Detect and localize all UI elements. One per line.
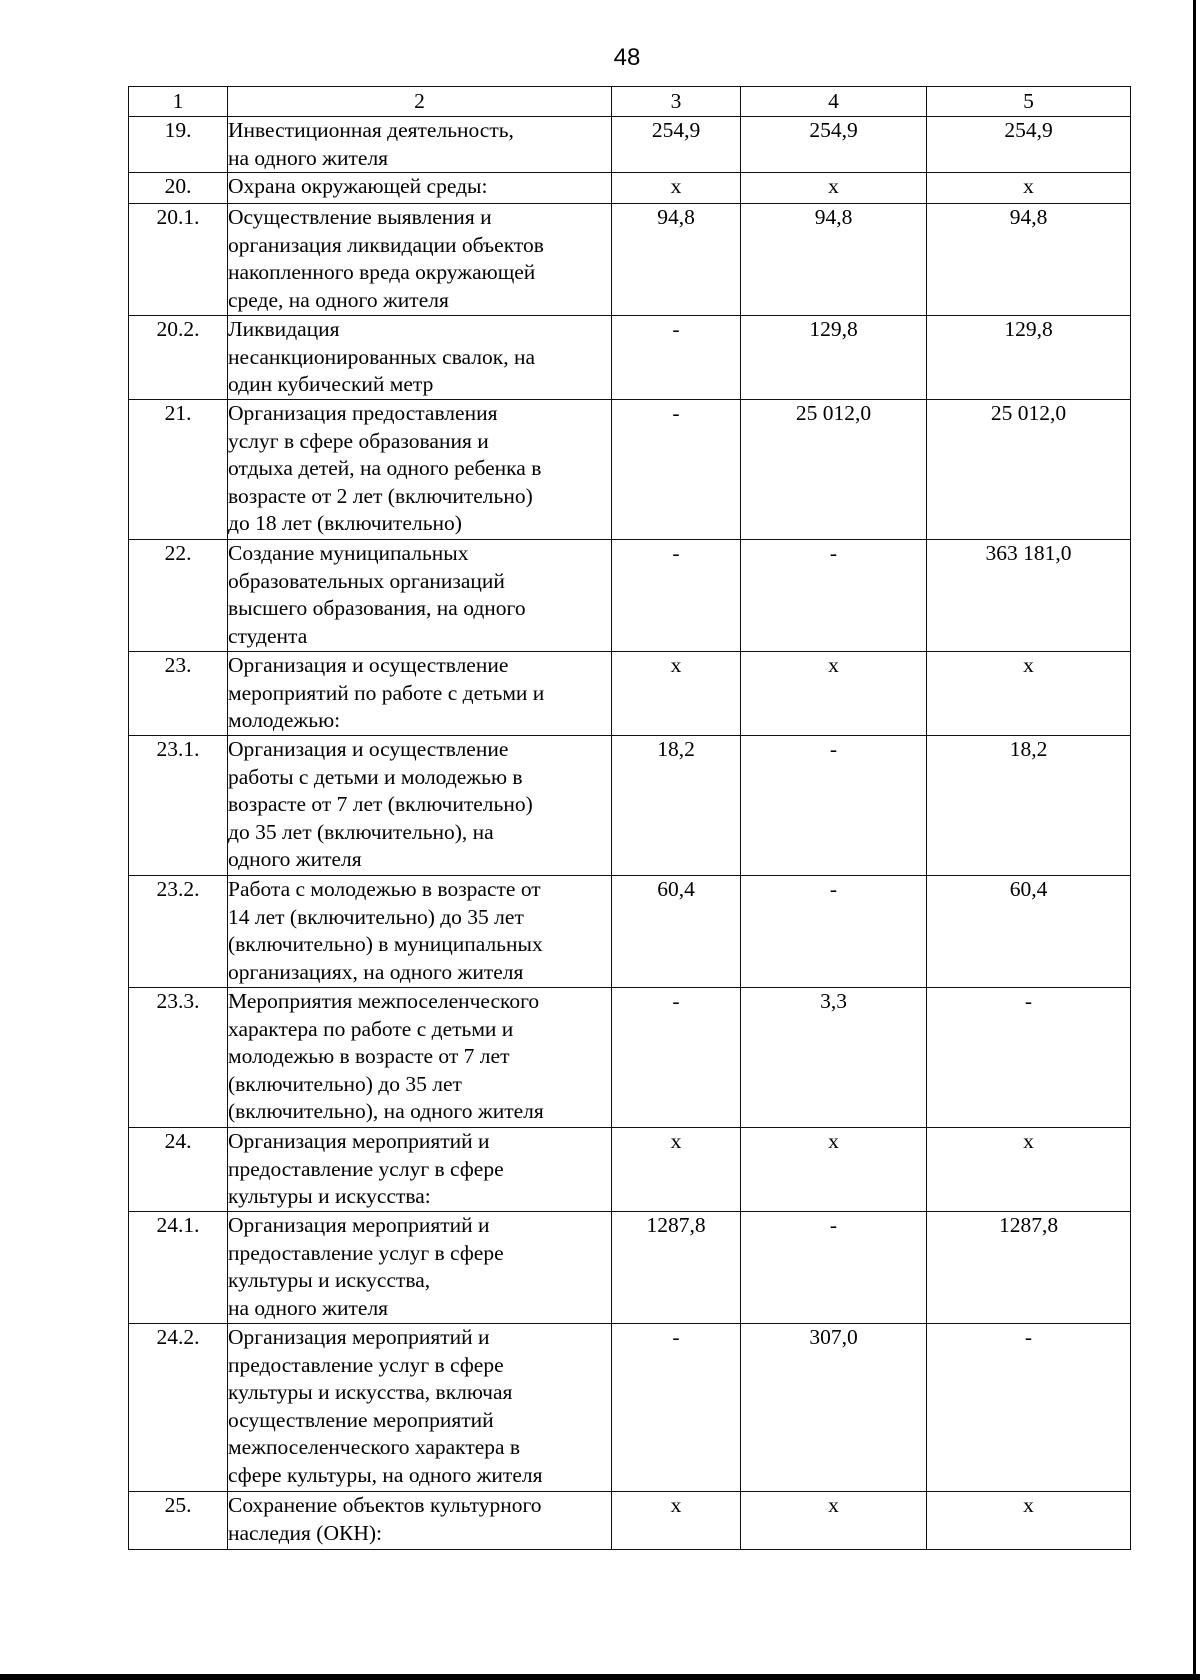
- table-row: [129, 736, 1131, 876]
- value-column-3: x: [612, 173, 741, 204]
- value-column-5: 60,4: [927, 876, 1131, 988]
- value-column-4: -: [741, 736, 927, 876]
- value-column-4: x: [741, 1492, 927, 1550]
- column-header-1: 1: [129, 87, 228, 117]
- row-number: 23.3.: [129, 988, 228, 1128]
- value-column-4: x: [741, 173, 927, 204]
- description-line: высшего образования, на одного: [228, 596, 526, 620]
- row-number: 19.: [129, 117, 228, 173]
- row-description: [228, 1324, 612, 1492]
- column-header-4: 4: [741, 87, 927, 117]
- value-column-5: x: [927, 1492, 1131, 1550]
- description-line: Организация мероприятий и: [228, 1129, 490, 1153]
- description-line: работы с детьми и молодежью в: [228, 764, 523, 789]
- value-column-4: -: [741, 876, 927, 988]
- row-description: [228, 173, 612, 204]
- value-column-4: 307,0: [741, 1324, 927, 1492]
- description-line: 14 лет (включительно) до 35 лет: [228, 904, 524, 929]
- description-line: на одного жителя: [228, 145, 389, 170]
- description-line: Создание муниципальных: [228, 541, 469, 565]
- row-number: 20.2.: [129, 316, 228, 400]
- column-header-3: 3: [612, 87, 741, 117]
- value-column-3: 94,8: [612, 204, 741, 316]
- description-line: отдыха детей, на одного ребенка в: [228, 456, 542, 480]
- row-description: [228, 316, 612, 400]
- description-line: мероприятий по работе с детьми и: [228, 680, 545, 705]
- value-column-5: 129,8: [927, 316, 1131, 400]
- value-column-3: 1287,8: [612, 1212, 741, 1324]
- table-header-row: [129, 87, 1131, 117]
- row-description: [228, 876, 612, 988]
- value-column-3: 18,2: [612, 736, 741, 876]
- value-column-5: 25 012,0: [927, 400, 1131, 540]
- description-line: услуг в сфере образования и: [228, 428, 489, 453]
- description-line: организациях, на одного жителя: [228, 959, 524, 984]
- value-column-3: -: [612, 400, 741, 540]
- table-row: [129, 988, 1131, 1128]
- description-line: Ликвидация: [228, 317, 340, 341]
- row-number: 25.: [129, 1492, 228, 1550]
- description-line: молодежью:: [228, 708, 341, 732]
- value-column-3: x: [612, 1492, 741, 1550]
- row-number: 24.1.: [129, 1212, 228, 1324]
- page-number: 48: [613, 44, 641, 71]
- description-line: (включительно) в муниципальных: [228, 932, 543, 956]
- value-column-4: 25 012,0: [741, 400, 927, 540]
- description-line: один кубический метр: [228, 372, 434, 396]
- data-table: [128, 86, 1131, 1550]
- description-line: (включительно) до 35 лет: [228, 1071, 462, 1096]
- description-line: возрасте от 2 лет (включительно): [228, 483, 533, 508]
- description-line: наследия (ОКН):: [228, 1520, 382, 1545]
- description-line: до 35 лет (включительно), на: [228, 819, 494, 844]
- row-number: 23.2.: [129, 876, 228, 988]
- value-column-3: 60,4: [612, 876, 741, 988]
- description-line: предоставление услуг в сфере: [228, 1352, 504, 1377]
- table-body: [129, 117, 1131, 1550]
- description-line: предоставление услуг в сфере: [228, 1240, 504, 1265]
- scan-right-edge: [1193, 0, 1196, 1674]
- row-description: [228, 117, 612, 173]
- row-description: [228, 204, 612, 316]
- value-column-4: 254,9: [741, 117, 927, 173]
- value-column-5: 1287,8: [927, 1212, 1131, 1324]
- row-description: [228, 1128, 612, 1212]
- column-header-5: 5: [927, 87, 1131, 117]
- value-column-4: x: [741, 1128, 927, 1212]
- value-column-5: -: [927, 988, 1131, 1128]
- table-row: [129, 316, 1131, 400]
- row-description: [228, 1492, 612, 1550]
- description-line: Работа с молодежью в возрасте от: [228, 877, 541, 901]
- value-column-3: -: [612, 1324, 741, 1492]
- description-line: возрасте от 7 лет (включительно): [228, 792, 533, 816]
- table-row: [129, 1128, 1131, 1212]
- row-description: [228, 652, 612, 736]
- description-line: Охрана окружающей среды:: [228, 174, 488, 198]
- description-line: молодежью в возрасте от 7 лет: [228, 1044, 510, 1068]
- description-line: Организация мероприятий и: [228, 1325, 490, 1349]
- description-line: Мероприятия межпоселенческого: [228, 989, 540, 1013]
- description-line: несанкционированных свалок, на: [228, 344, 536, 369]
- scan-bottom-edge: [0, 1674, 1200, 1680]
- value-column-4: 94,8: [741, 204, 927, 316]
- value-column-4: 129,8: [741, 316, 927, 400]
- description-line: сфере культуры, на одного жителя: [228, 1462, 543, 1487]
- value-column-5: x: [927, 652, 1131, 736]
- row-number: 23.1.: [129, 736, 228, 876]
- row-number: 20.: [129, 173, 228, 204]
- description-line: студента: [228, 623, 308, 648]
- description-line: до 18 лет (включительно): [228, 511, 462, 535]
- row-description: [228, 988, 612, 1128]
- description-line: Организация и осуществление: [228, 737, 509, 761]
- description-line: культуры и искусства,: [228, 1268, 431, 1292]
- value-column-5: 363 181,0: [927, 540, 1131, 652]
- value-column-3: -: [612, 316, 741, 400]
- value-column-3: -: [612, 540, 741, 652]
- description-line: накопленного вреда окружающей: [228, 260, 536, 284]
- value-column-3: x: [612, 652, 741, 736]
- row-number: 20.1.: [129, 204, 228, 316]
- table-row: [129, 1212, 1131, 1324]
- description-line: (включительно), на одного жителя: [228, 1099, 544, 1123]
- value-column-5: -: [927, 1324, 1131, 1492]
- value-column-5: x: [927, 173, 1131, 204]
- table-row: [129, 204, 1131, 316]
- description-line: на одного жителя: [228, 1295, 389, 1320]
- description-line: среде, на одного жителя: [228, 287, 449, 312]
- value-column-4: 3,3: [741, 988, 927, 1128]
- value-column-4: -: [741, 540, 927, 652]
- column-header-2: 2: [228, 87, 612, 117]
- description-line: культуры и искусства, включая: [228, 1380, 513, 1404]
- description-line: предоставление услуг в сфере: [228, 1156, 504, 1181]
- description-line: Организация и осуществление: [228, 653, 509, 677]
- row-description: [228, 1212, 612, 1324]
- description-line: образовательных организаций: [228, 568, 505, 593]
- value-column-5: 18,2: [927, 736, 1131, 876]
- value-column-5: x: [927, 1128, 1131, 1212]
- value-column-5: 254,9: [927, 117, 1131, 173]
- row-number: 23.: [129, 652, 228, 736]
- value-column-4: -: [741, 1212, 927, 1324]
- table-row: [129, 1324, 1131, 1492]
- table-row: [129, 1492, 1131, 1550]
- row-description: [228, 540, 612, 652]
- table-row: [129, 876, 1131, 988]
- description-line: Сохранение объектов культурного: [228, 1493, 542, 1517]
- description-line: Инвестиционная деятельность,: [228, 118, 514, 142]
- row-number: 24.: [129, 1128, 228, 1212]
- value-column-4: x: [741, 652, 927, 736]
- value-column-3: x: [612, 1128, 741, 1212]
- description-line: межпоселенческого характера в: [228, 1435, 521, 1459]
- value-column-3: -: [612, 988, 741, 1128]
- description-line: осуществление мероприятий: [228, 1407, 494, 1432]
- description-line: одного жителя: [228, 847, 362, 871]
- description-line: культуры и искусства:: [228, 1184, 431, 1208]
- description-line: Осуществление выявления и: [228, 205, 492, 229]
- value-column-5: 94,8: [927, 204, 1131, 316]
- table-row: [129, 117, 1131, 173]
- table-row: [129, 400, 1131, 540]
- description-line: Организация предоставления: [228, 401, 498, 425]
- description-line: организация ликвидации объектов: [228, 232, 544, 257]
- table-row: [129, 173, 1131, 204]
- row-number: 24.2.: [129, 1324, 228, 1492]
- row-description: [228, 736, 612, 876]
- row-number: 22.: [129, 540, 228, 652]
- row-number: 21.: [129, 400, 228, 540]
- value-column-3: 254,9: [612, 117, 741, 173]
- table-row: [129, 652, 1131, 736]
- description-line: Организация мероприятий и: [228, 1213, 490, 1237]
- row-description: [228, 400, 612, 540]
- description-line: характера по работе с детьми и: [228, 1016, 514, 1041]
- table-row: [129, 540, 1131, 652]
